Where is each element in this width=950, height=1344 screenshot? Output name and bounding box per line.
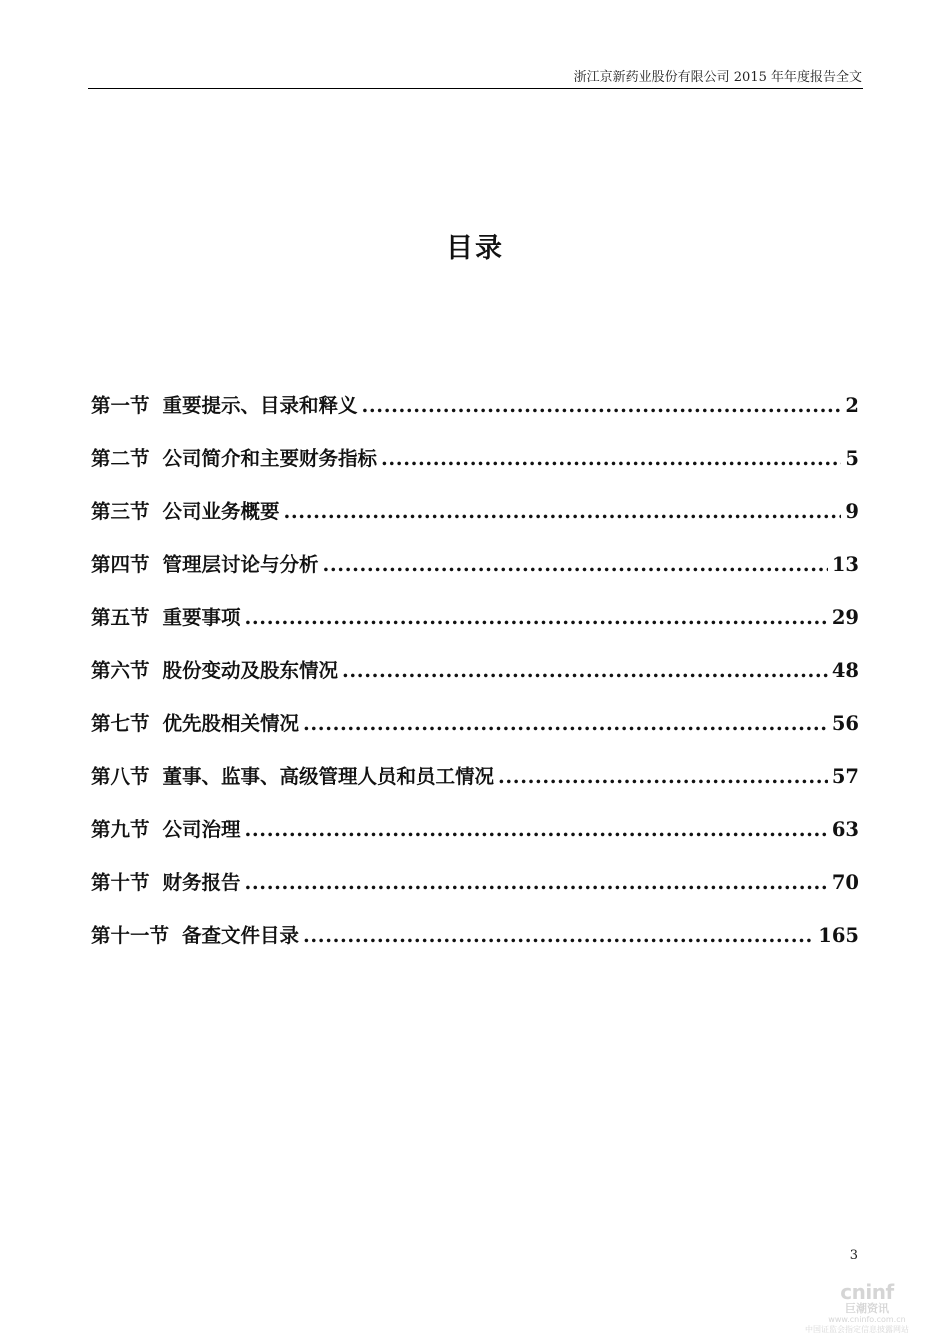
toc-page-number: 48 — [831, 659, 859, 682]
dot-leader — [245, 601, 828, 635]
toc-section-heading: 公司简介和主要财务指标 — [162, 447, 378, 470]
toc-entry-7[interactable] — [91, 707, 859, 760]
toc-entry-11[interactable] — [91, 919, 859, 972]
dot-leader — [303, 919, 814, 953]
dot-leader — [342, 654, 828, 688]
cninfo-watermark — [805, 1280, 922, 1335]
toc-section-heading: 财务报告 — [162, 871, 241, 894]
watermark-description: 中国证监会指定信息披露网站 — [805, 1325, 909, 1334]
toc-section-number: 第三节 — [91, 500, 150, 523]
toc-entry-8[interactable] — [91, 760, 859, 813]
toc-page-number: 2 — [845, 394, 859, 417]
toc-section-heading: 董事、监事、高级管理人员和员工情况 — [162, 765, 495, 788]
table-of-contents — [91, 389, 859, 972]
dot-leader — [381, 442, 841, 476]
running-header: 浙江京新药业股份有限公司 2015 年年度报告全文 — [573, 70, 862, 85]
toc-page-number: 5 — [845, 447, 859, 470]
dot-leader — [245, 866, 828, 900]
toc-section-heading: 管理层讨论与分析 — [162, 553, 319, 576]
toc-section-heading: 备查文件目录 — [182, 924, 300, 947]
toc-section-number: 第一节 — [91, 394, 150, 417]
cninfo-logo: cninf — [840, 1280, 894, 1304]
toc-page-number: 63 — [831, 818, 859, 841]
toc-entry-2[interactable] — [91, 442, 859, 495]
toc-page-number: 165 — [818, 924, 859, 947]
toc-section-number: 第九节 — [91, 818, 150, 841]
toc-section-number: 第十一节 — [91, 924, 170, 947]
toc-section-number: 第四节 — [91, 553, 150, 576]
toc-entry-10[interactable] — [91, 866, 859, 919]
toc-title: 目录 — [446, 233, 504, 264]
dot-leader — [245, 813, 828, 847]
toc-page-number: 9 — [845, 500, 859, 523]
toc-entry-6[interactable] — [91, 654, 859, 707]
toc-section-number: 第六节 — [91, 659, 150, 682]
toc-section-heading: 公司治理 — [162, 818, 241, 841]
toc-entry-9[interactable] — [91, 813, 859, 866]
toc-section-heading: 重要提示、目录和释义 — [162, 394, 358, 417]
header-rule — [88, 88, 863, 89]
page-number: 3 — [849, 1248, 858, 1263]
toc-entry-3[interactable] — [91, 495, 859, 548]
toc-section-heading: 股份变动及股东情况 — [162, 659, 339, 682]
toc-section-heading: 优先股相关情况 — [162, 712, 300, 735]
dot-leader — [284, 495, 842, 529]
dot-leader — [362, 389, 842, 423]
toc-section-number: 第八节 — [91, 765, 150, 788]
toc-section-heading: 重要事项 — [162, 606, 241, 629]
watermark-name: 巨潮资讯 — [845, 1302, 889, 1315]
dot-leader — [323, 548, 828, 582]
toc-page-number: 70 — [831, 871, 859, 894]
toc-entry-4[interactable] — [91, 548, 859, 601]
toc-page-number: 57 — [831, 765, 859, 788]
toc-section-number: 第五节 — [91, 606, 150, 629]
dot-leader — [498, 760, 828, 794]
watermark-url: www.cninfo.com.cn — [828, 1315, 906, 1324]
toc-section-heading: 公司业务概要 — [162, 500, 280, 523]
toc-page-number: 13 — [831, 553, 859, 576]
toc-page-number: 29 — [831, 606, 859, 629]
toc-section-number: 第二节 — [91, 447, 150, 470]
toc-section-number: 第十节 — [91, 871, 150, 894]
toc-entry-1[interactable] — [91, 389, 859, 442]
dot-leader — [303, 707, 828, 741]
toc-entry-5[interactable] — [91, 601, 859, 654]
toc-section-number: 第七节 — [91, 712, 150, 735]
toc-page-number: 56 — [831, 712, 859, 735]
